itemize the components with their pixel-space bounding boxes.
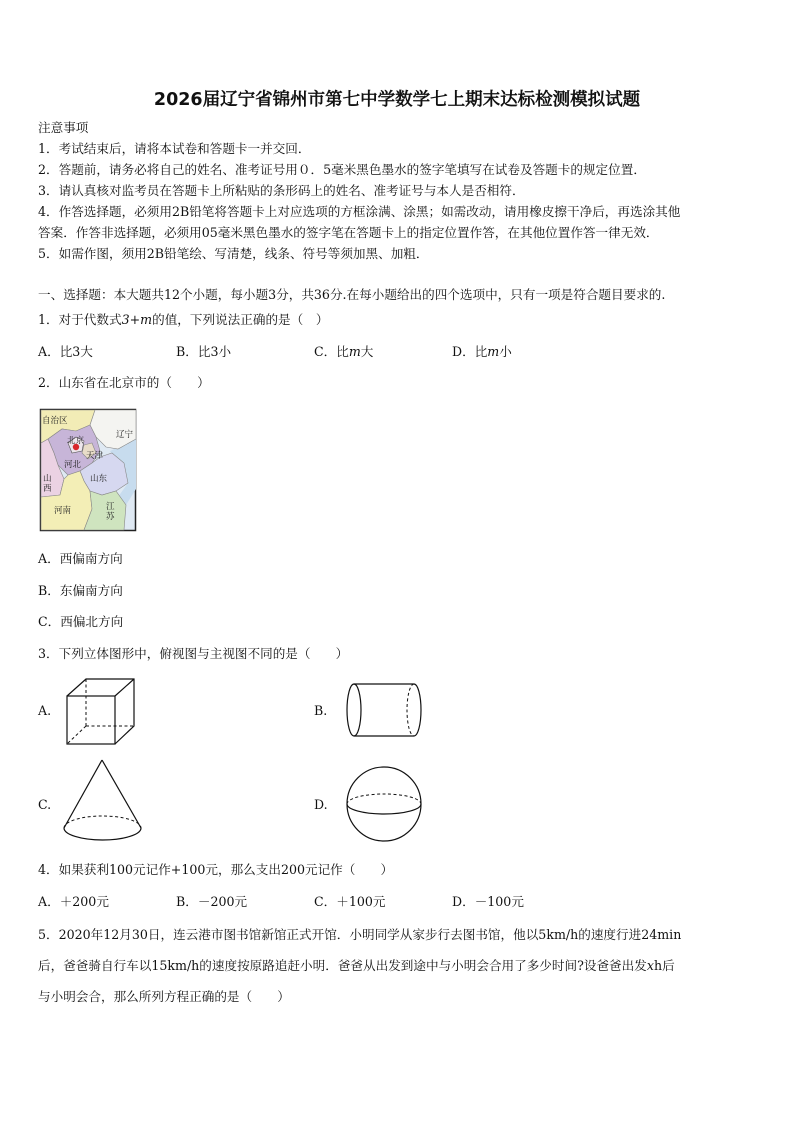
map-label-liaoning: 辽宁 — [116, 430, 134, 440]
q3-option-a-label[interactable]: A. — [38, 703, 52, 718]
cone-figure — [62, 758, 144, 844]
q4-option-b[interactable]: B．－200元 — [176, 894, 248, 909]
notice-item-5: 5．如需作图，须用2B铅笔绘、写清楚，线条、符号等须加黑、加粗． — [38, 246, 429, 261]
notice-item-3: 3．请认真核对监考员在答题卡上所粘贴的条形码上的姓名、准考证号与本人是否相符． — [38, 183, 525, 198]
q1-option-d-prefix: D．比 — [452, 344, 488, 359]
q2-option-b[interactable]: B．东偏南方向 — [38, 583, 123, 598]
q5-line-2-a: 后，爸爸骑自行车以15km/h的速度按原路追赶小明．爸爸从出发到途中与小明会合用了多少时间?设爸爸出发 — [38, 958, 647, 973]
map-label-shandong: 山东 — [90, 474, 108, 484]
q1-option-c[interactable] — [314, 344, 373, 360]
question-3-stem: 3．下列立体图形中，俯视图与主视图不同的是（ ） — [38, 646, 349, 661]
map-label-beijing: 北京 — [67, 436, 85, 446]
map-label-tianjin: 天津 — [86, 451, 104, 461]
cube-figure — [66, 678, 136, 746]
q1-option-c-tail: 大 — [360, 344, 374, 359]
question-5-line-1: 5．2020年12月30日，连云港市图书馆新馆正式开馆．小明同学从家步行去图书馆，他以5km/h的速度行进24min — [38, 927, 682, 942]
notice-item-2: 2．答题前，请务必将自己的姓名、准考证号用０．5毫米黑色墨水的签字笔填写在试卷及答题卡的规定位置． — [38, 162, 646, 177]
q4-option-a[interactable]: A．＋200元 — [38, 894, 109, 909]
q1-option-d[interactable] — [452, 344, 512, 360]
region-map — [40, 409, 136, 531]
question-4-stem: 4．如果获利100元记作+100元，那么支出200元记作（ ） — [38, 862, 394, 877]
notice-heading: 注意事项 — [38, 120, 89, 135]
q1-stem-a: 1．对于代数式 — [38, 312, 122, 327]
map-label-hebei: 河北 — [64, 460, 82, 470]
q1-option-d-var: m — [487, 344, 500, 359]
q3-option-b-label[interactable]: B. — [314, 703, 328, 718]
question-5-line-3: 与小明会合，那么所列方程正确的是（ ） — [38, 989, 290, 1004]
section-heading: 一、选择题：本大题共12个小题，每小题3分，共36分.在每小题给出的四个选项中，只有一项是符合题目要求的. — [38, 287, 666, 302]
q1-option-c-var: m — [348, 344, 361, 359]
q2-option-c[interactable]: C．西偏北方向 — [38, 614, 124, 629]
notice-item-4-cont: 答案．作答非选择题，必须用05毫米黑色墨水的签字笔在答题卡上的指定位置作答，在其他位置作答一律无效． — [38, 225, 659, 240]
notice-item-1: 1．考试结束后，请将本试卷和答题卡一并交回． — [38, 141, 311, 156]
q1-option-c-prefix: C．比 — [314, 344, 349, 359]
map-label-xi: 西 — [43, 484, 52, 494]
page-title: 2026届辽宁省锦州市第七中学数学七上期末达标检测模拟试题 — [153, 90, 641, 110]
q1-option-b[interactable]: B．比3小 — [176, 344, 232, 359]
q1-expression: 3+m — [121, 312, 153, 327]
map-label-shan: 山 — [43, 474, 52, 484]
q1-stem-b: 的值，下列说法正确的是（ ） — [152, 312, 329, 327]
question-1-stem — [38, 312, 328, 328]
map-label-jiang: 江 — [106, 502, 115, 512]
q5-line-2-b: h后 — [653, 958, 675, 973]
sphere-figure — [344, 764, 424, 844]
map-label-su: 苏 — [106, 512, 115, 522]
q1-option-a[interactable]: A．比3大 — [38, 344, 93, 359]
notice-item-4: 4．作答选择题，必须用2B铅笔将答题卡上对应选项的方框涂满、涂黑；如需改动，请用橡皮擦干净后，再选涂其他 — [38, 204, 681, 219]
q3-option-d-label[interactable]: D. — [314, 797, 328, 812]
q5-variable-x: x — [646, 958, 654, 973]
q3-option-c-label[interactable]: C. — [38, 797, 52, 812]
cylinder-figure — [346, 682, 422, 738]
map-label-zizhiqu: 自治区 — [42, 416, 68, 426]
q4-option-d[interactable]: D．－100元 — [452, 894, 524, 909]
question-2-stem: 2．山东省在北京市的（ ） — [38, 375, 210, 390]
q1-option-d-tail: 小 — [499, 344, 512, 359]
q4-option-c[interactable]: C．＋100元 — [314, 894, 386, 909]
map-label-henan: 河南 — [54, 506, 72, 516]
question-5-line-2 — [38, 958, 675, 974]
q2-option-a[interactable]: A．西偏南方向 — [38, 551, 123, 566]
